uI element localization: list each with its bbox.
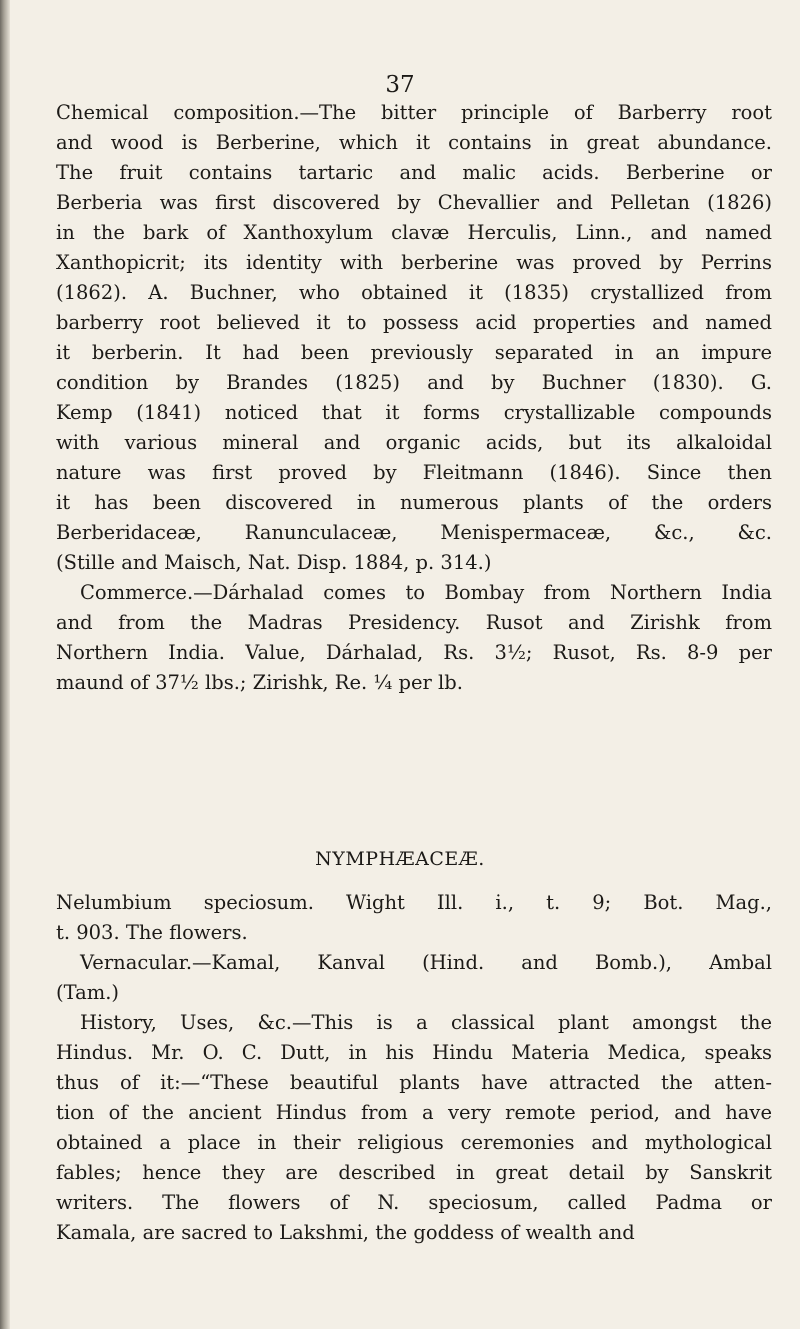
section-nelumbium [56,888,772,1248]
text-line: Nelumbium speciosum. Wight Ill. i., t. 9; Bot. Mag., [56,891,772,914]
text-line: Kemp (1841) noticed that it forms crystallizable compounds [56,401,772,424]
text-line: (Stille and Maisch, Nat. Disp. 1884, p. 314.) [56,551,492,574]
text-line: maund of 37½ lbs.; Zirishk, Re. ¼ per lb. [56,671,463,694]
text-line: tion of the ancient Hindus from a very remote period, and have [56,1101,772,1124]
page-number: 37 [385,72,415,98]
text-line: obtained a place in their religious ceremonies and mythological [56,1131,772,1154]
text-line: it berberin. It had been previously separated in an impure [56,341,772,364]
section-heading: NYMPHÆACEÆ. [315,848,485,870]
text-line: Xanthopicrit; its identity with berberine was proved by Perrins [56,251,772,274]
text-line: Vernacular.—Kamal, Kanval (Hind. and Bomb.), Ambal [80,951,772,974]
text-line: with various mineral and organic acids, but its alkaloidal [56,431,772,454]
text-line: Commerce.—Dárhalad comes to Bombay from Northern India [80,581,772,604]
text-line: nature was first proved by Fleitmann (1846). Since then [56,461,772,484]
text-line: Northern India. Value, Dárhalad, Rs. 3½; Rusot, Rs. 8-9 per [56,641,772,664]
text-line: Berberidaceæ, Ranunculaceæ, Menispermaceæ, &c., &c. [56,521,772,544]
text-line: The fruit contains tartaric and malic acids. Berberine or [56,161,772,184]
text-line: History, Uses, &c.—This is a classical plant amongst the [80,1011,772,1034]
text-line: writers. The flowers of N. speciosum, called Padma or [56,1191,772,1214]
section-chemical-composition [56,98,772,698]
text-line: (Tam.) [56,981,120,1004]
text-line: t. 903. The flowers. [56,921,248,944]
text-line: in the bark of Xanthoxylum clavæ Herculis, Linn., and named [56,221,772,244]
text-line: fables; hence they are described in great detail by Sanskrit [56,1161,772,1184]
text-line: condition by Brandes (1825) and by Buchner (1830). G. [56,371,772,394]
page-edge-shadow [0,0,10,1329]
text-line: Berberia was first discovered by Chevallier and Pelletan (1826) [56,191,772,214]
text-line: barberry root believed it to possess acid properties and named [56,311,772,334]
text-line: thus of it:—“These beautiful plants have attracted the atten- [56,1071,772,1094]
text-line: Kamala, are sacred to Lakshmi, the goddess of wealth and [56,1221,635,1244]
text-line: (1862). A. Buchner, who obtained it (1835) crystallized from [56,281,772,304]
text-line: and wood is Berberine, which it contains in great abundance. [56,131,772,154]
text-line: Chemical composition.—The bitter principle of Barberry root [56,101,772,124]
text-line: Hindus. Mr. O. C. Dutt, in his Hindu Materia Medica, speaks [56,1041,772,1064]
text-line: and from the Madras Presidency. Rusot and Zirishk from [56,611,772,634]
text-line: it has been discovered in numerous plants of the orders [56,491,772,514]
